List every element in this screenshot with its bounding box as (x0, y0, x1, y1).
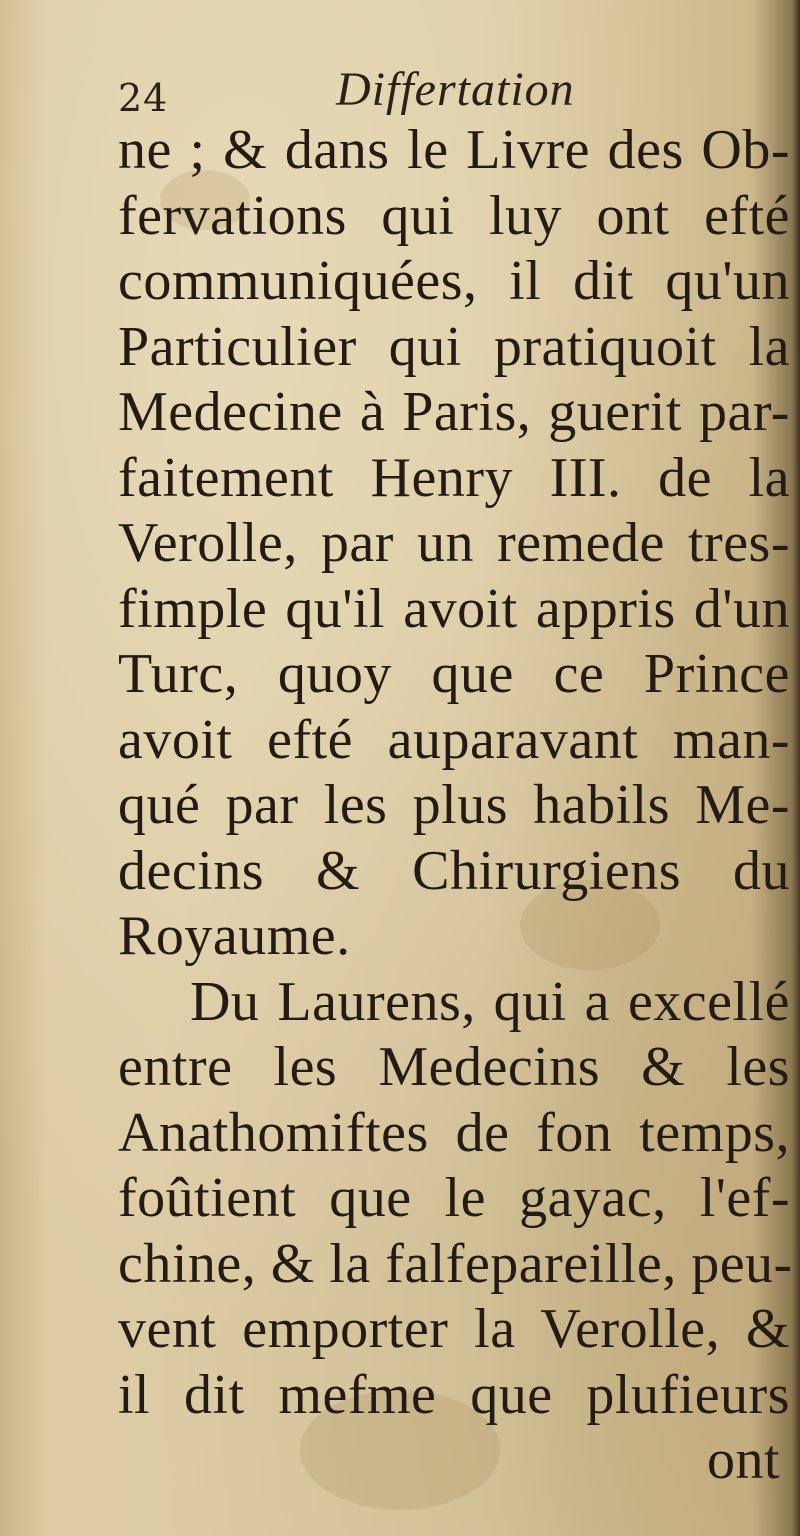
text-line: Du Laurens, qui a excellé (190, 970, 790, 1033)
text-line: faitement Henry III. de la (118, 446, 790, 509)
text-line: Verolle, par un remede tres- (118, 512, 790, 574)
text-line: ne ; & dans le Livre des Ob- (118, 119, 790, 181)
text-line: Medecine à Paris, guerit par- (118, 381, 790, 443)
text-line: fimple qu'il avoit appris d'un (118, 577, 790, 640)
text-line: communiquées, il dit qu'un (118, 250, 790, 312)
text-line: foûtient que le gayac, l'ef- (118, 1167, 790, 1229)
text-line: Turc, quoy que ce Prince (118, 643, 790, 705)
body-text (118, 118, 793, 1494)
text-line: Royaume. (118, 905, 351, 967)
text-line: Anathomiftes de fon temps, (118, 1101, 790, 1164)
text-line: fervations qui luy ont efté (118, 184, 790, 247)
text-line: chine, & la falfepareille, peu- (118, 1232, 793, 1295)
text-line: il dit mefme que plufieurs (118, 1363, 790, 1426)
text-line: avoit efté auparavant man- (118, 708, 790, 771)
running-head: Differtation (336, 63, 575, 116)
text-line: entre les Medecins & les (118, 1036, 790, 1098)
text-line: vent emporter la Verolle, & (118, 1298, 790, 1360)
text-line: decins & Chirurgiens du (118, 839, 790, 902)
text-line: Particulier qui pratiquoit la (118, 315, 790, 378)
page-number: 24 (118, 76, 169, 120)
catchword: ont (706, 1429, 780, 1491)
text-line: qué par les plus habils Me- (118, 774, 790, 836)
